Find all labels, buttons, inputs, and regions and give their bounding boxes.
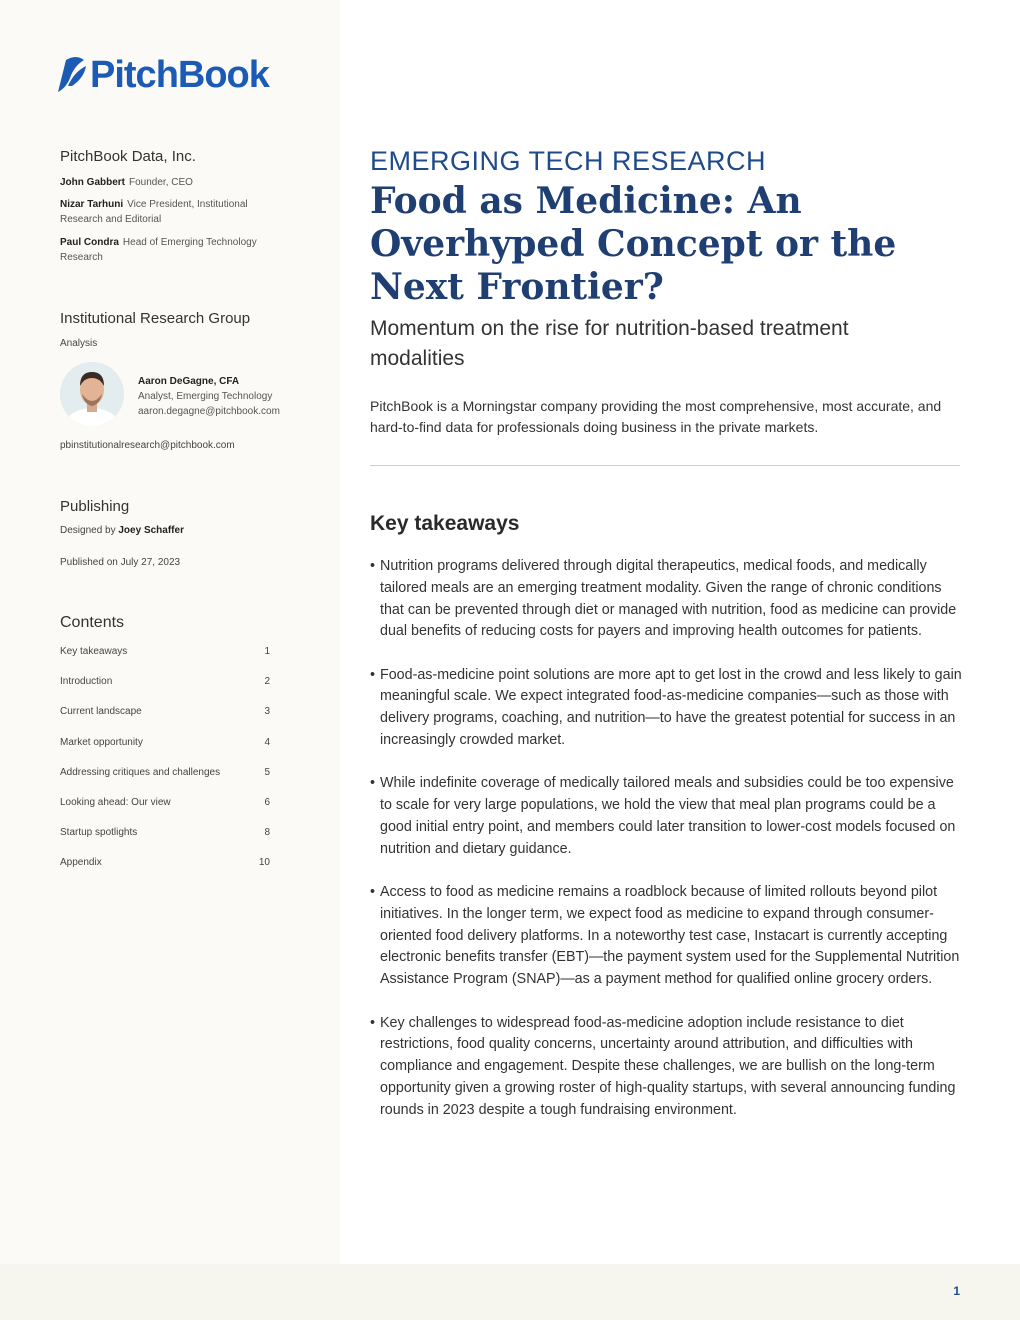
takeaway-item: • Nutrition programs delivered through digital therapeutics, medical foods, and medically tailored meals are an emerging treatment modality. Given the range of chronic conditions that can be prevented through diet or managed with nutrition, food as medicine can provide dual benefits of reducing costs for payers and improving health outcomes for patients. [370, 556, 965, 643]
research-group-title: Institutional Research Group [60, 310, 251, 327]
person-role: Vice President, Institutional Research and Editorial [60, 199, 248, 225]
takeaway-item: • While indefinite coverage of medically tailored meals and subsidies could be too expensive to scale for very large populations, we hold the view that meal plan programs could be a good initial entry point, and members could later transition to lower-cost models focused on nutrition and dietary guidance. [370, 773, 965, 860]
key-takeaways-list [370, 556, 965, 1143]
takeaway-item: • Key challenges to widespread food-as-medicine adoption include resistance to diet restrictions, food quality concerns, uncertainty around attribution, and difficulties with compliance and engagement. Despite these challenges, we are bullish on the long-term opportunity given a growing roster of high-quality startups, with several announcing funding rounds in 2023 despite a tough fundraising environment. [370, 1013, 965, 1122]
toc-label: Key takeaways [60, 646, 128, 657]
report-subtitle: Momentum on the rise for nutrition-based treatment modalities [370, 317, 849, 370]
pitchbook-logo [54, 56, 269, 94]
toc-item[interactable] [60, 646, 270, 676]
company-name: PitchBook Data, Inc. [60, 148, 196, 165]
logo-wordmark: PitchBook [90, 54, 269, 96]
toc-item[interactable] [60, 737, 270, 767]
pitchbook-leaf-icon [54, 56, 88, 94]
toc-label: Appendix [60, 857, 102, 869]
analyst-role: Analyst, Emerging Technology [138, 391, 273, 402]
person-role: Head of Emerging Technology Research [60, 237, 257, 263]
person-entry [60, 175, 290, 190]
toc-label: Startup spotlights [60, 827, 138, 839]
divider [370, 465, 960, 466]
analyst-name: Aaron DeGagne, CFA [138, 376, 240, 387]
designed-by [60, 523, 300, 538]
key-takeaways-heading: Key takeaways [370, 512, 520, 535]
person-name: John Gabbert [60, 177, 126, 188]
toc-item[interactable] [60, 706, 270, 736]
toc-item[interactable] [60, 857, 270, 887]
person-role: Founder, CEO [129, 177, 193, 188]
toc-page: 2 [264, 676, 270, 688]
toc-label: Looking ahead: Our view [60, 796, 171, 808]
intro-paragraph: PitchBook is a Morningstar company providing the most comprehensive, most accurate, and hard-to-find data for professionals doing business in the private markets. [370, 398, 942, 435]
takeaway-item: • Food-as-medicine point solutions are more apt to get lost in the crowd and less likely to gain meaningful scale. We expect integrated food-as-medicine companies—such as those with delivery programs, coaching, and nutrition—to have the greatest potential for success in an increasingly crowded market. [370, 665, 965, 752]
toc-page: 5 [264, 766, 270, 778]
person-name: Nizar Tarhuni [60, 199, 124, 210]
analyst-avatar [60, 362, 124, 426]
toc-item[interactable] [60, 827, 270, 857]
person-entry [60, 235, 290, 265]
research-group-subtitle: Analysis [60, 338, 98, 349]
report-title: Food as Medicine: An Overhyped Concept or the Next Frontier? [370, 180, 897, 308]
person-entry [60, 197, 290, 227]
toc-page: 10 [258, 857, 270, 869]
published-date: Published on July 27, 2023 [60, 557, 181, 568]
toc-label: Introduction [60, 676, 113, 688]
toc-label: Addressing critiques and challenges [60, 766, 221, 778]
group-email[interactable]: pbinstitutionalresearch@pitchbook.com [60, 440, 235, 451]
analyst-photo [60, 362, 124, 426]
toc-item[interactable] [60, 767, 270, 797]
designer-name: Joey Schaffer [118, 525, 184, 536]
designed-by-label: Designed by [60, 525, 116, 536]
toc-item[interactable] [60, 676, 270, 706]
toc-item[interactable] [60, 797, 270, 827]
page-footer [0, 1264, 1020, 1320]
contents-title: Contents [60, 614, 125, 631]
toc-label: Market opportunity [60, 736, 143, 748]
analyst-info [138, 374, 280, 419]
publishing-title: Publishing [60, 498, 130, 515]
takeaway-item: • Access to food as medicine remains a roadblock because of limited rollouts beyond pilot initiatives. In the longer term, we expect food as medicine to expand through consumer-oriented food delivery platforms. In a noteworthy test case, Instacart is currently accepting electronic benefits transfer (EBT)—the payment system used for the Supplemental Nutrition Assistance Program (SNAP)—as a payment method for qualified online grocery orders. [370, 882, 965, 991]
table-of-contents [60, 646, 270, 888]
page-number: 1 [953, 1284, 960, 1298]
report-category: EMERGING TECH RESEARCH [370, 146, 767, 176]
toc-page: 8 [264, 827, 270, 839]
person-name: Paul Condra [60, 237, 119, 248]
analyst-email[interactable]: aaron.degagne@pitchbook.com [138, 406, 280, 417]
toc-page: 3 [264, 706, 270, 718]
toc-page: 4 [264, 736, 270, 748]
toc-label: Current landscape [60, 706, 142, 718]
toc-page: 1 [264, 646, 270, 657]
toc-page: 6 [264, 796, 270, 808]
